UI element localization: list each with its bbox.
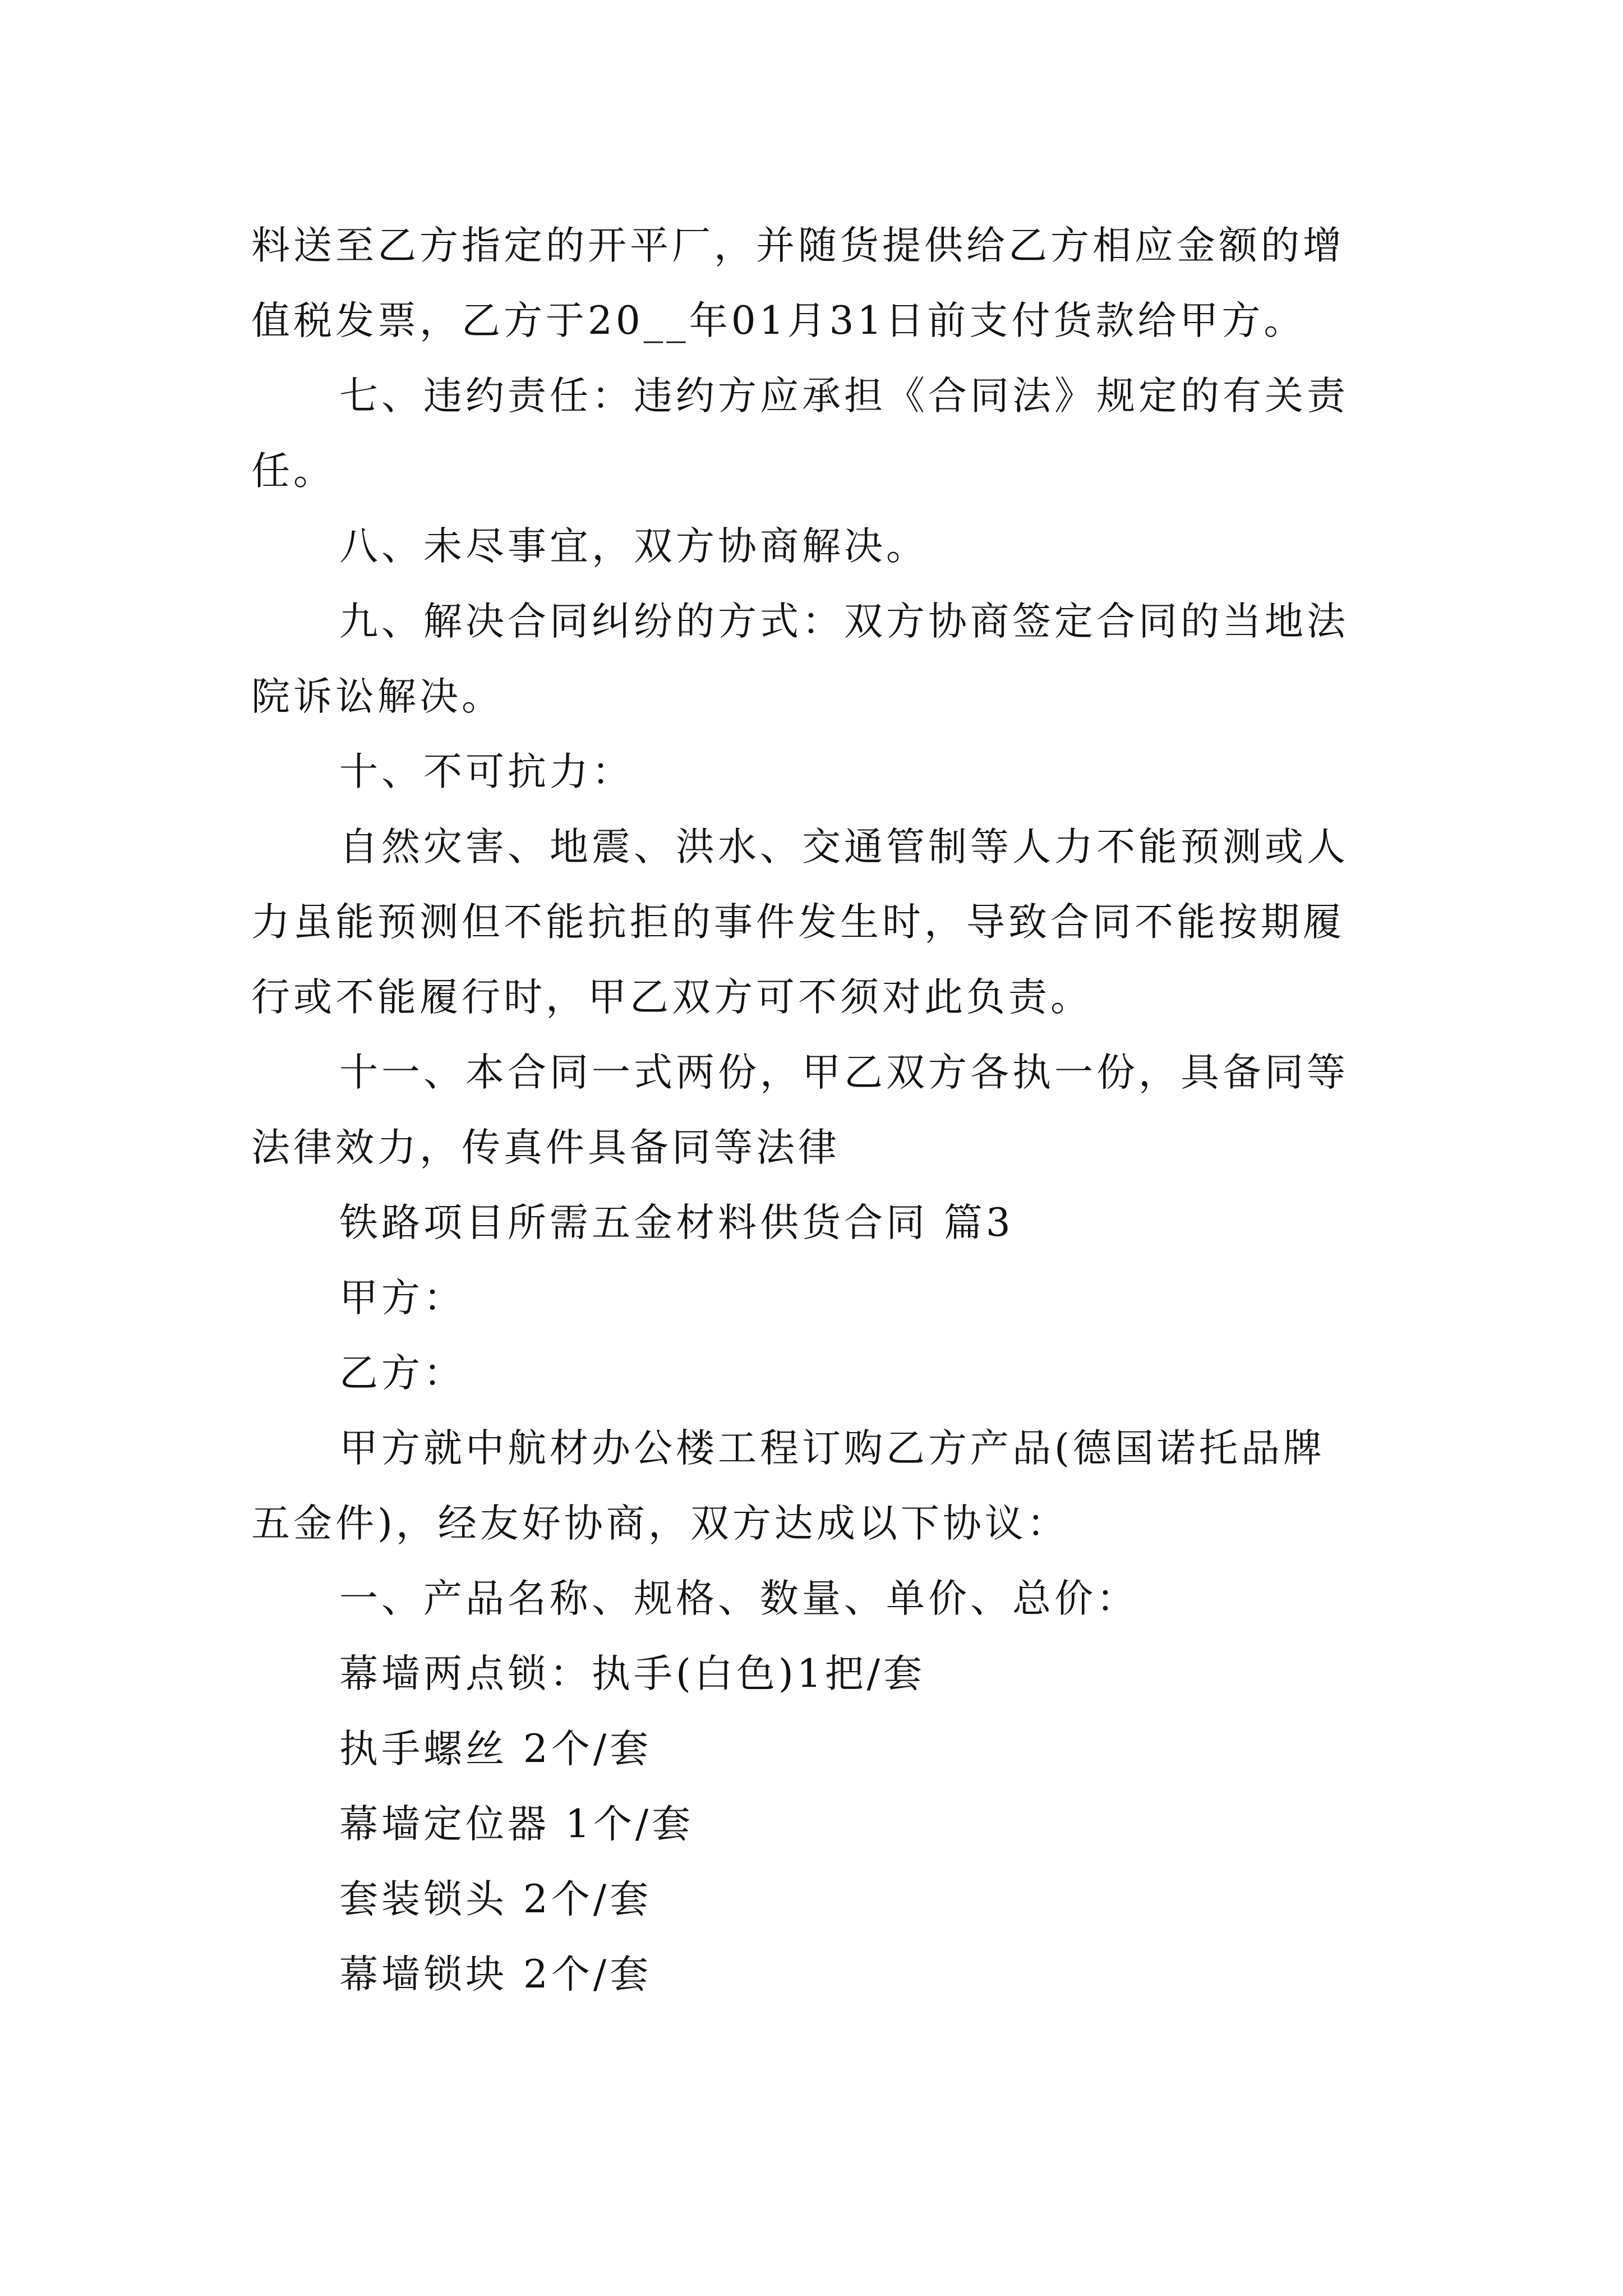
text-line: 七、违约责任：违约方应承担《合同法》规定的有关责 — [339, 374, 1349, 418]
text-line: 十、不可抗力： — [339, 749, 634, 794]
text-line: 自然灾害、地震、洪水、交通管制等人力不能预测或人 — [339, 825, 1349, 869]
text-line: 套装锁头 2个/套 — [339, 1877, 652, 1922]
text-line: 乙方： — [339, 1351, 465, 1396]
text-line: 九、解决合同纠纷的方式：双方协商签定合同的当地法 — [339, 599, 1349, 644]
text-line: 力虽能预测但不能抗拒的事件发生时，导致合同不能按期履 — [251, 900, 1345, 945]
text-line: 料送至乙方指定的开平厂，并随货提供给乙方相应金额的增 — [251, 223, 1345, 268]
text-line: 院诉讼解决。 — [251, 674, 504, 719]
text-line: 幕墙定位器 1个/套 — [339, 1802, 694, 1847]
text-line: 行或不能履行时，甲乙双方可不须对此负责。 — [251, 975, 1092, 1020]
text-line: 任。 — [251, 449, 335, 494]
text-line: 甲方： — [339, 1276, 465, 1320]
text-line: 甲方就中航材办公楼工程订购乙方产品(德国诺托品牌 — [339, 1426, 1325, 1471]
text-line: 八、未尽事宜，双方协商解决。 — [339, 524, 928, 569]
text-line: 五金件)，经友好协商，双方达成以下协议： — [251, 1501, 1069, 1546]
text-line: 法律效力，传真件具备同等法律 — [251, 1125, 840, 1170]
text-line: 执手螺丝 2个/套 — [339, 1727, 652, 1772]
text-line: 幕墙锁块 2个/套 — [339, 1952, 652, 1997]
text-line: 十一、本合同一式两份，甲乙双方各执一份，具备同等 — [339, 1050, 1349, 1095]
text-line: 一、产品名称、规格、数量、单价、总价： — [339, 1576, 1138, 1621]
text-line: 幕墙两点锁：执手(白色)1把/套 — [339, 1651, 925, 1696]
section-heading: 铁路项目所需五金材料供货合同 篇3 — [339, 1200, 1014, 1245]
text-line: 值税发票，乙方于20__年01月31日前支付货款给甲方。 — [251, 298, 1306, 343]
